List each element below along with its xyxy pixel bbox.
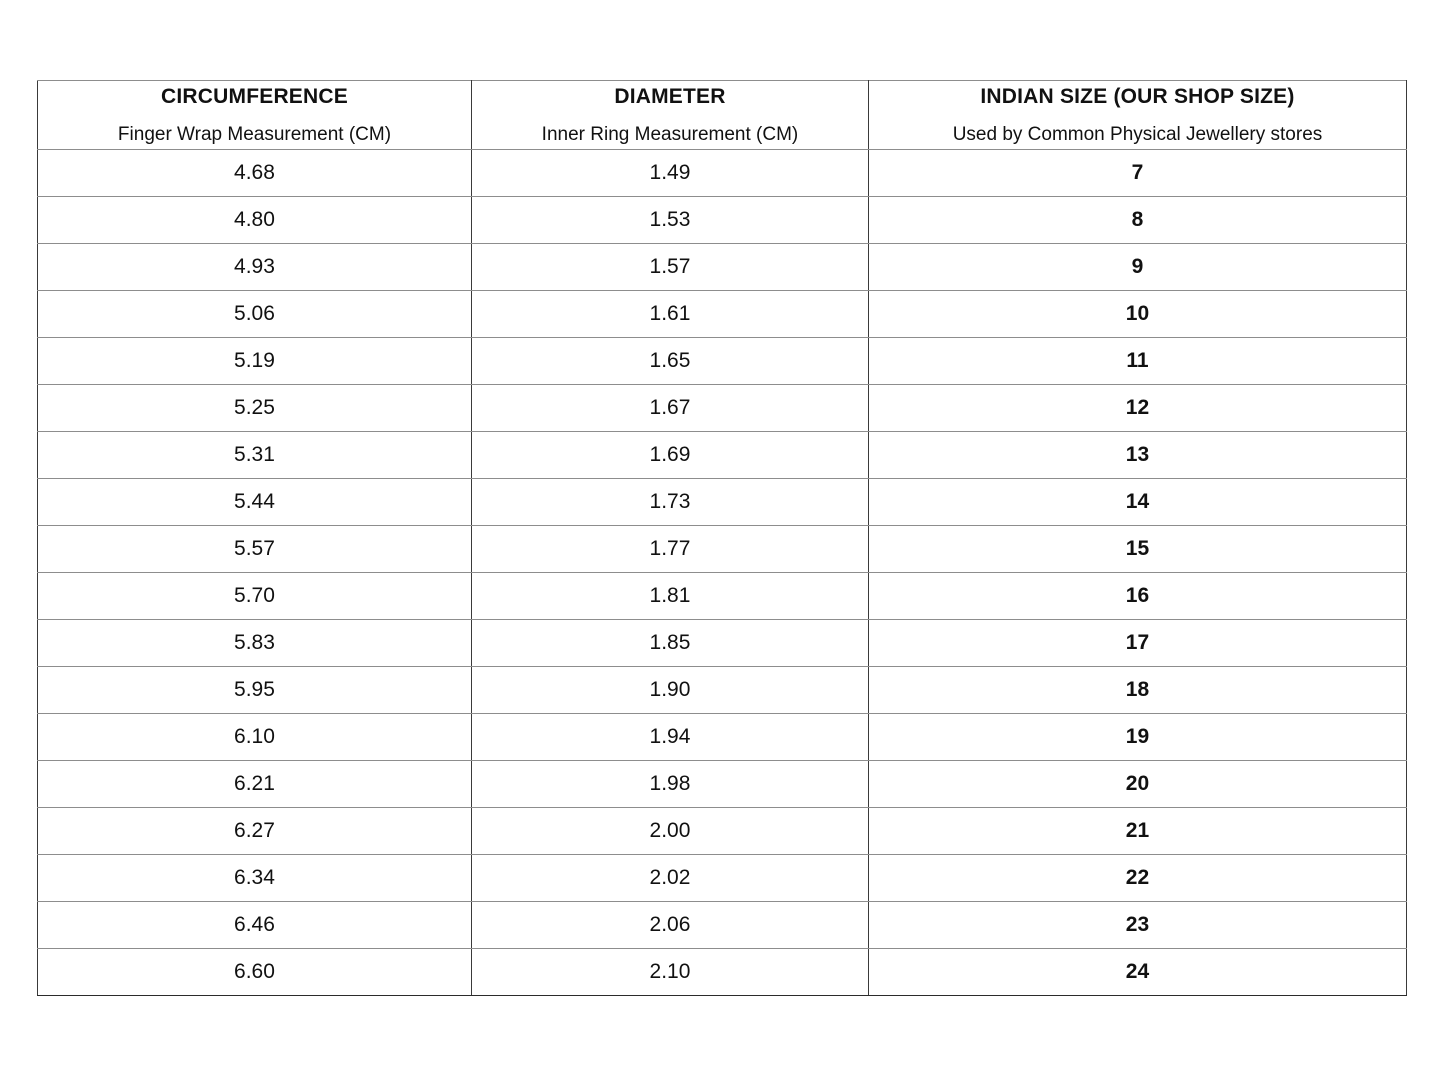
cell-diameter: 1.94 <box>471 714 868 761</box>
column-header-circumference <box>38 81 472 150</box>
column-header-indian-size-title: INDIAN SIZE (OUR SHOP SIZE) <box>980 85 1295 108</box>
cell-circumference: 6.21 <box>38 761 472 808</box>
table-row <box>38 855 1407 902</box>
cell-indian-size: 20 <box>868 761 1406 808</box>
cell-indian-size: 12 <box>868 385 1406 432</box>
cell-circumference: 5.25 <box>38 385 472 432</box>
table-row <box>38 949 1407 996</box>
cell-circumference: 4.80 <box>38 197 472 244</box>
cell-indian-size: 17 <box>868 620 1406 667</box>
column-header-circumference-title: CIRCUMFERENCE <box>161 85 348 108</box>
table-row <box>38 902 1407 949</box>
cell-diameter: 1.69 <box>471 432 868 479</box>
cell-indian-size: 19 <box>868 714 1406 761</box>
cell-circumference: 6.46 <box>38 902 472 949</box>
cell-circumference: 5.19 <box>38 338 472 385</box>
cell-indian-size: 16 <box>868 573 1406 620</box>
cell-circumference: 5.95 <box>38 667 472 714</box>
cell-circumference: 5.83 <box>38 620 472 667</box>
cell-diameter: 2.00 <box>471 808 868 855</box>
cell-diameter: 1.61 <box>471 291 868 338</box>
cell-circumference: 5.44 <box>38 479 472 526</box>
cell-indian-size: 9 <box>868 244 1406 291</box>
table-row <box>38 620 1407 667</box>
cell-diameter: 1.81 <box>471 573 868 620</box>
cell-indian-size: 15 <box>868 526 1406 573</box>
column-header-indian-size <box>868 81 1406 150</box>
cell-indian-size: 7 <box>868 150 1406 197</box>
cell-indian-size: 21 <box>868 808 1406 855</box>
cell-circumference: 6.10 <box>38 714 472 761</box>
table-row <box>38 244 1407 291</box>
cell-diameter: 2.02 <box>471 855 868 902</box>
table-header <box>38 81 1407 150</box>
column-header-circumference-subtitle: Finger Wrap Measurement (CM) <box>117 123 392 145</box>
cell-diameter: 1.90 <box>471 667 868 714</box>
table-row <box>38 432 1407 479</box>
cell-indian-size: 23 <box>868 902 1406 949</box>
cell-indian-size: 11 <box>868 338 1406 385</box>
column-header-diameter <box>471 81 868 150</box>
cell-diameter: 1.53 <box>471 197 868 244</box>
cell-diameter: 1.67 <box>471 385 868 432</box>
cell-indian-size: 10 <box>868 291 1406 338</box>
column-header-diameter-subtitle: Inner Ring Measurement (CM) <box>541 123 799 145</box>
cell-indian-size: 22 <box>868 855 1406 902</box>
column-header-diameter-title: DIAMETER <box>614 85 726 108</box>
table-row <box>38 714 1407 761</box>
cell-circumference: 5.31 <box>38 432 472 479</box>
cell-indian-size: 14 <box>868 479 1406 526</box>
table-row <box>38 573 1407 620</box>
ring-size-table-wrapper <box>37 80 1407 996</box>
cell-indian-size: 18 <box>868 667 1406 714</box>
table-row <box>38 761 1407 808</box>
table-row <box>38 526 1407 573</box>
table-body <box>38 150 1407 996</box>
cell-circumference: 6.34 <box>38 855 472 902</box>
cell-circumference: 5.06 <box>38 291 472 338</box>
cell-circumference: 6.27 <box>38 808 472 855</box>
cell-circumference: 6.60 <box>38 949 472 996</box>
table-row <box>38 479 1407 526</box>
table-row <box>38 291 1407 338</box>
table-row <box>38 385 1407 432</box>
cell-diameter: 1.77 <box>471 526 868 573</box>
cell-indian-size: 24 <box>868 949 1406 996</box>
table-row <box>38 197 1407 244</box>
cell-diameter: 2.10 <box>471 949 868 996</box>
cell-indian-size: 8 <box>868 197 1406 244</box>
cell-diameter: 1.49 <box>471 150 868 197</box>
table-row <box>38 338 1407 385</box>
cell-diameter: 1.65 <box>471 338 868 385</box>
cell-diameter: 1.73 <box>471 479 868 526</box>
table-header-row <box>38 81 1407 150</box>
cell-diameter: 1.98 <box>471 761 868 808</box>
table-row <box>38 150 1407 197</box>
cell-circumference: 4.68 <box>38 150 472 197</box>
cell-diameter: 1.57 <box>471 244 868 291</box>
cell-circumference: 4.93 <box>38 244 472 291</box>
cell-indian-size: 13 <box>868 432 1406 479</box>
cell-circumference: 5.70 <box>38 573 472 620</box>
column-header-indian-size-subtitle: Used by Common Physical Jewellery stores <box>952 123 1323 145</box>
table-row <box>38 667 1407 714</box>
cell-circumference: 5.57 <box>38 526 472 573</box>
table-row <box>38 808 1407 855</box>
cell-diameter: 2.06 <box>471 902 868 949</box>
cell-diameter: 1.85 <box>471 620 868 667</box>
ring-size-table <box>37 80 1407 996</box>
